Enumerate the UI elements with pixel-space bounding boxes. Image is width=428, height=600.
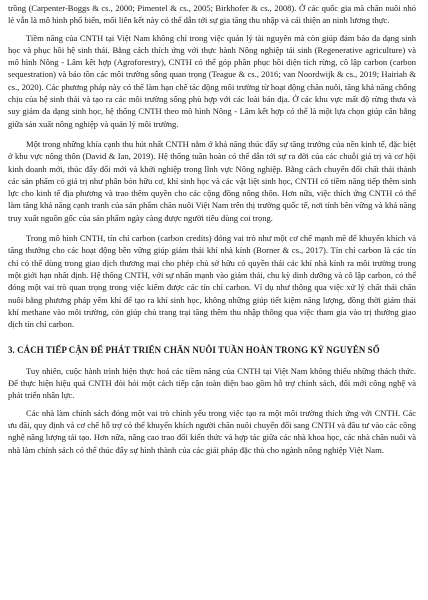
paragraph-continuation: trồng (Carpenter-Boggs & cs., 2000; Pimentel & cs., 2005; Birkhofer & cs., 2008). Ở các quốc gia mà chăn nuôi nhỏ lẻ vẫn là mô hình phổ biến, mối liên kết này có thể dẫn tới sự gia tăng thu nhập và cải thiện an ninh lương thực. <box>8 3 416 26</box>
paragraph-challenges: Tuy nhiên, cuộc hành trình hiện thực hoá các tiềm năng của CNTH tại Việt Nam không thiếu những thách thức. Để thực hiện hiệu quả CNTH đòi hỏi một cách tiếp cận toàn diện bao gồm hỗ trợ chính sách, đổi mới công nghệ và phát triển nhân lực. <box>8 365 416 401</box>
paragraph-potential: Tiềm năng của CNTH tại Việt Nam không chỉ trong việc quản lý tài nguyên mà còn giúp đảm bảo đa dạng sinh học và phục hồi hệ sinh thái. Bằng cách thích ứng với thực hành Nông nghiệp tái sinh (Regenerative agriculture) và mô hình Nông - Lâm kết hợp (Agroforestry), CNTH có thể góp phần phục hồi diện tích rừng, cô lập carbon (carbon sequestration) và bảo tồn các môi trường sống quan trọng (Teague & cs., 2016; van Noordwijk & cs., 2019; Hairiah & cs., 2020). Các phương pháp này có thể làm hạn chế tác động môi trường từ hoạt động chăn nuôi, tăng khả năng chống chịu của hệ sinh thái và tạo ra các môi trường sống phù hợp với các loài bản địa. Ở các khu vực mất độ rừng thưa và suy giảm đa dạng sinh học, hệ thống CNTH theo mô hình Nông - Lâm kết hợp có thể là một lựa chọn giúp cân bằng giữa sản xuất nông nghiệp và quản lý môi trường. <box>8 32 416 129</box>
section-heading: 3. CÁCH TIẾP CẬN ĐỂ PHÁT TRIỂN CHĂN NUÔI TUẦN HOÀN TRONG KỶ NGUYÊN SỐ <box>8 345 380 356</box>
paragraph-economy: Một trong những khía cạnh thu hút nhất CNTH nằm ở khả năng thúc đẩy sự tăng trưởng của nền kinh tế, đặc biệt ở khu vực nông thôn (David & Ian, 2019). Hệ thống tuần hoàn có thể dẫn tới sự ra đời của các chuỗi giá trị và cơ hội kinh doanh mới, thúc đẩy đổi mới và khởi nghiệp trong lĩnh vực Nông nghiệp. Bằng cách chuyển đổi chất thải thành các sản phẩm có giá trị như phân bón hữu cơ, khí sinh học và các vật liệt sinh học, CNTH có tiềm năng tiếp thêm sinh lực cho kinh tế địa phương và trao thêm quyền cho các cộng đồng nông thôn. Hơn nữa, việc thích ứng CNTH có thể làm tăng khả năng cạnh tranh của sản phẩm chăn nuôi Việt Nam trên thị trường quốc tế, nơi tính bền vững và khả năng truy xuất nguồn gốc của sản phẩm ngày càng được người tiêu dùng coi trọng. <box>8 138 416 223</box>
paragraph-policy: Các nhà làm chính sách đóng một vai trò chính yếu trong việc tạo ra một môi trường thích ứng với CNTH. Các ưu đãi, quy định và cơ chế hỗ trợ có thể khuyến khích người chăn nuôi chuyển đổi sang CNTH và đầu tư vào các công nghệ năng lượng tái tạo. Hơn nữa, nâng cao trao đổi kiến thức và hợp tác giữa các nhà khoa học, các nhà chăn nuôi và nhà làm chính sách có thể thúc đẩy sự hình thành của các giải pháp đặc thù cho ngành nông nghiệp Việt Nam. <box>8 407 416 455</box>
paragraph-carbon-credits: Trong mô hình CNTH, tín chỉ carbon (carbon credits) đóng vai trò như một cơ chế mạnh mẽ để khuyến khích và tăng thưởng cho các hoạt động bền vững giúp giảm thải khí nhà kính (Borner & cs., 2017). Tín chỉ carbon là các tín chỉ có thể dùng trong giao dịch thương mại cho phép chủ sở hữu có quyền thải các khí nhà kính ra môi trường trong một giới hạn nhất định. Hệ thống CNTH, với sự nhấn mạnh vào giảm thải, chu kỳ dinh dưỡng và cô lập carbon, có thể đóng một vai trò quan trọng trong việc kiếm được các tín chỉ carbon. Ví dụ như thông qua việc xử lý chất thải chăn nuôi bằng phương pháp yếm khí để tạo ra khí sinh học, không những giúp tiết kiệm năng lượng, đồng thời giảm thải khí methane vào môi trường, còn giúp chủ trang trại tăng thêm thu nhập thông qua việc tham gia vào trị thường giao dịch tín chỉ carbon. <box>8 233 416 330</box>
